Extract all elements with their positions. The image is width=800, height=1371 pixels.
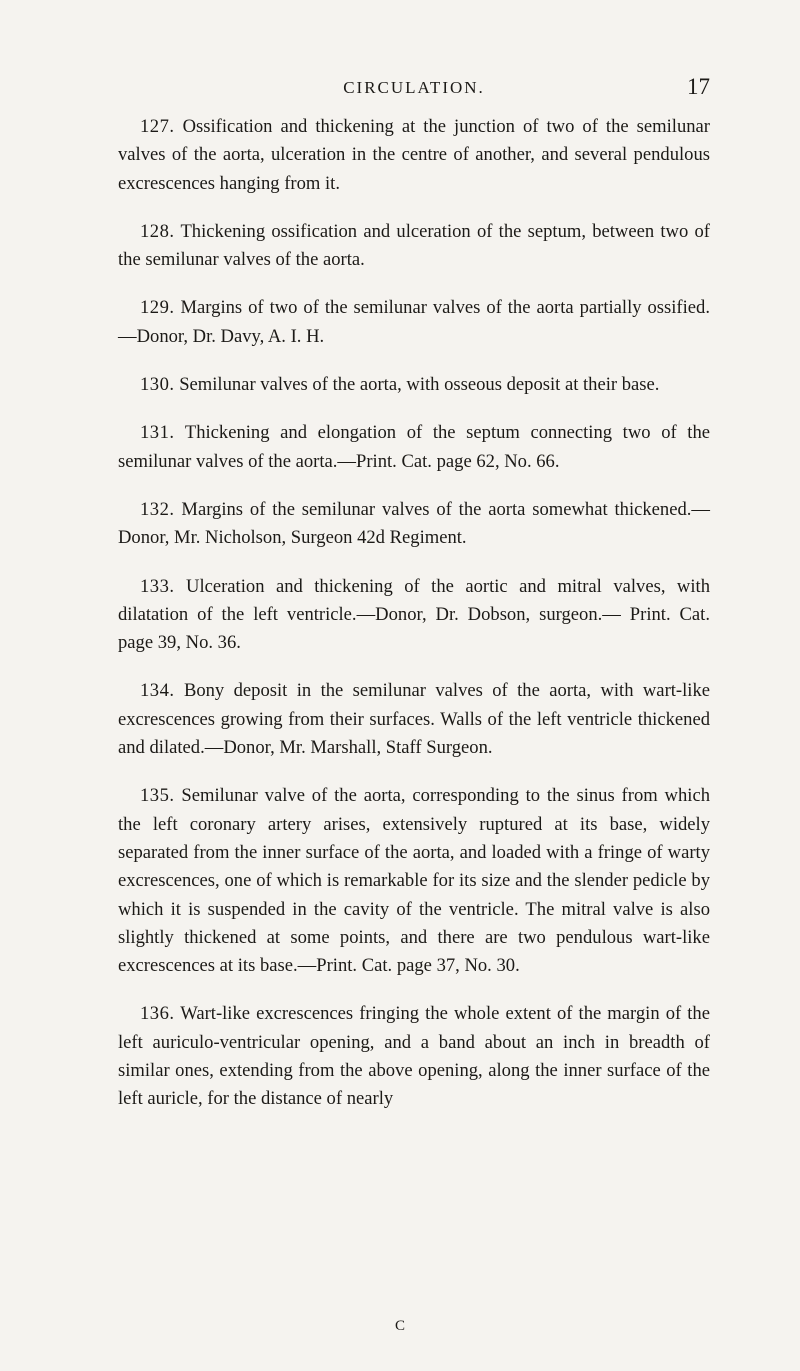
entry-text: Bony deposit in the semilunar valves of the aorta, with wart-like excrescences growing from their surfaces. Walls of the left ventricle thickened and dilated.—Donor, Mr. Marshall, Staff Surgeon. bbox=[118, 680, 710, 759]
entry-text: Wart-like excrescences fringing the whole extent of the margin of the left auriculo-ventricular opening, and a band about an inch in breadth of similar ones, extending from the above opening, along the inner surface of the left auricle, for the distance of nearly bbox=[118, 1003, 710, 1110]
entry-text: Thickening and elongation of the septum connecting two of the semilunar valves of the aorta.—Print. Cat. page 62, No. 66. bbox=[118, 422, 711, 472]
entry-number: 136. bbox=[140, 1003, 175, 1025]
entry-text: Ulceration and thickening of the aortic and mitral valves, with dilatation of the left ventricle.—Donor, Dr. Dobson, surgeon.— Print. Cat. page 39, No. 36. bbox=[118, 575, 710, 654]
entry-text: Margins of the semilunar valves of the aorta somewhat thickened.—Donor, Mr. Nicholson, Surgeon 42d Regiment. bbox=[118, 498, 710, 549]
catalogue-entry bbox=[118, 496, 710, 553]
entry-text: Semilunar valve of the aorta, corresponding to the sinus from which the left coronary artery arises, extensively ruptured at its base, widely separated from the inner surface of the aorta, and loaded with a fringe of warty excrescences, one of which is remarkable for its size and the slender pedicle by which it is suspended in the cavity of the ventricle. The mitral valve is also slightly thickened at some points, and there are two pendulous wart-like excrescences at its base.—Print. Cat. page 37, No. 30. bbox=[118, 785, 710, 977]
catalogue-entry bbox=[118, 573, 710, 658]
entry-number: 135. bbox=[140, 785, 175, 807]
catalogue-entry bbox=[118, 294, 710, 351]
signature-mark: C bbox=[394, 1318, 405, 1334]
running-title: CIRCULATION. bbox=[343, 78, 485, 97]
catalogue-entry bbox=[118, 677, 710, 762]
catalogue-entry bbox=[118, 782, 710, 980]
entry-number: 134. bbox=[140, 680, 175, 702]
catalogue-entry bbox=[118, 1000, 710, 1113]
entry-text: Semilunar valves of the aorta, with osseous deposit at their base. bbox=[179, 374, 660, 396]
entry-number: 128. bbox=[140, 220, 175, 242]
entry-number: 131. bbox=[140, 422, 175, 444]
entry-number: 133. bbox=[140, 575, 175, 597]
catalogue-entry bbox=[118, 113, 710, 198]
page-number: 17 bbox=[687, 74, 710, 99]
entry-text: Ossification and thickening at the junction of two of the semilunar valves of the aorta, ulceration in the centre of another, and several pendulous excrescences hanging from it. bbox=[118, 116, 710, 194]
catalogue-entry bbox=[118, 371, 710, 399]
catalogue-entry bbox=[118, 218, 710, 275]
entry-text: Thickening ossification and ulceration of the septum, between two of the semilunar valves of the aorta. bbox=[118, 220, 710, 271]
entry-number: 130. bbox=[140, 374, 175, 396]
entry-number: 127. bbox=[140, 116, 175, 137]
running-head bbox=[118, 74, 710, 108]
entry-text: Margins of two of the semilunar valves of the aorta partially ossified.—Donor, Dr. Davy, A. I. H. bbox=[118, 297, 710, 347]
entry-number: 132. bbox=[140, 498, 175, 520]
entry-number: 129. bbox=[140, 297, 175, 319]
catalogue-entries bbox=[118, 113, 710, 1114]
catalogue-entry bbox=[118, 419, 710, 476]
